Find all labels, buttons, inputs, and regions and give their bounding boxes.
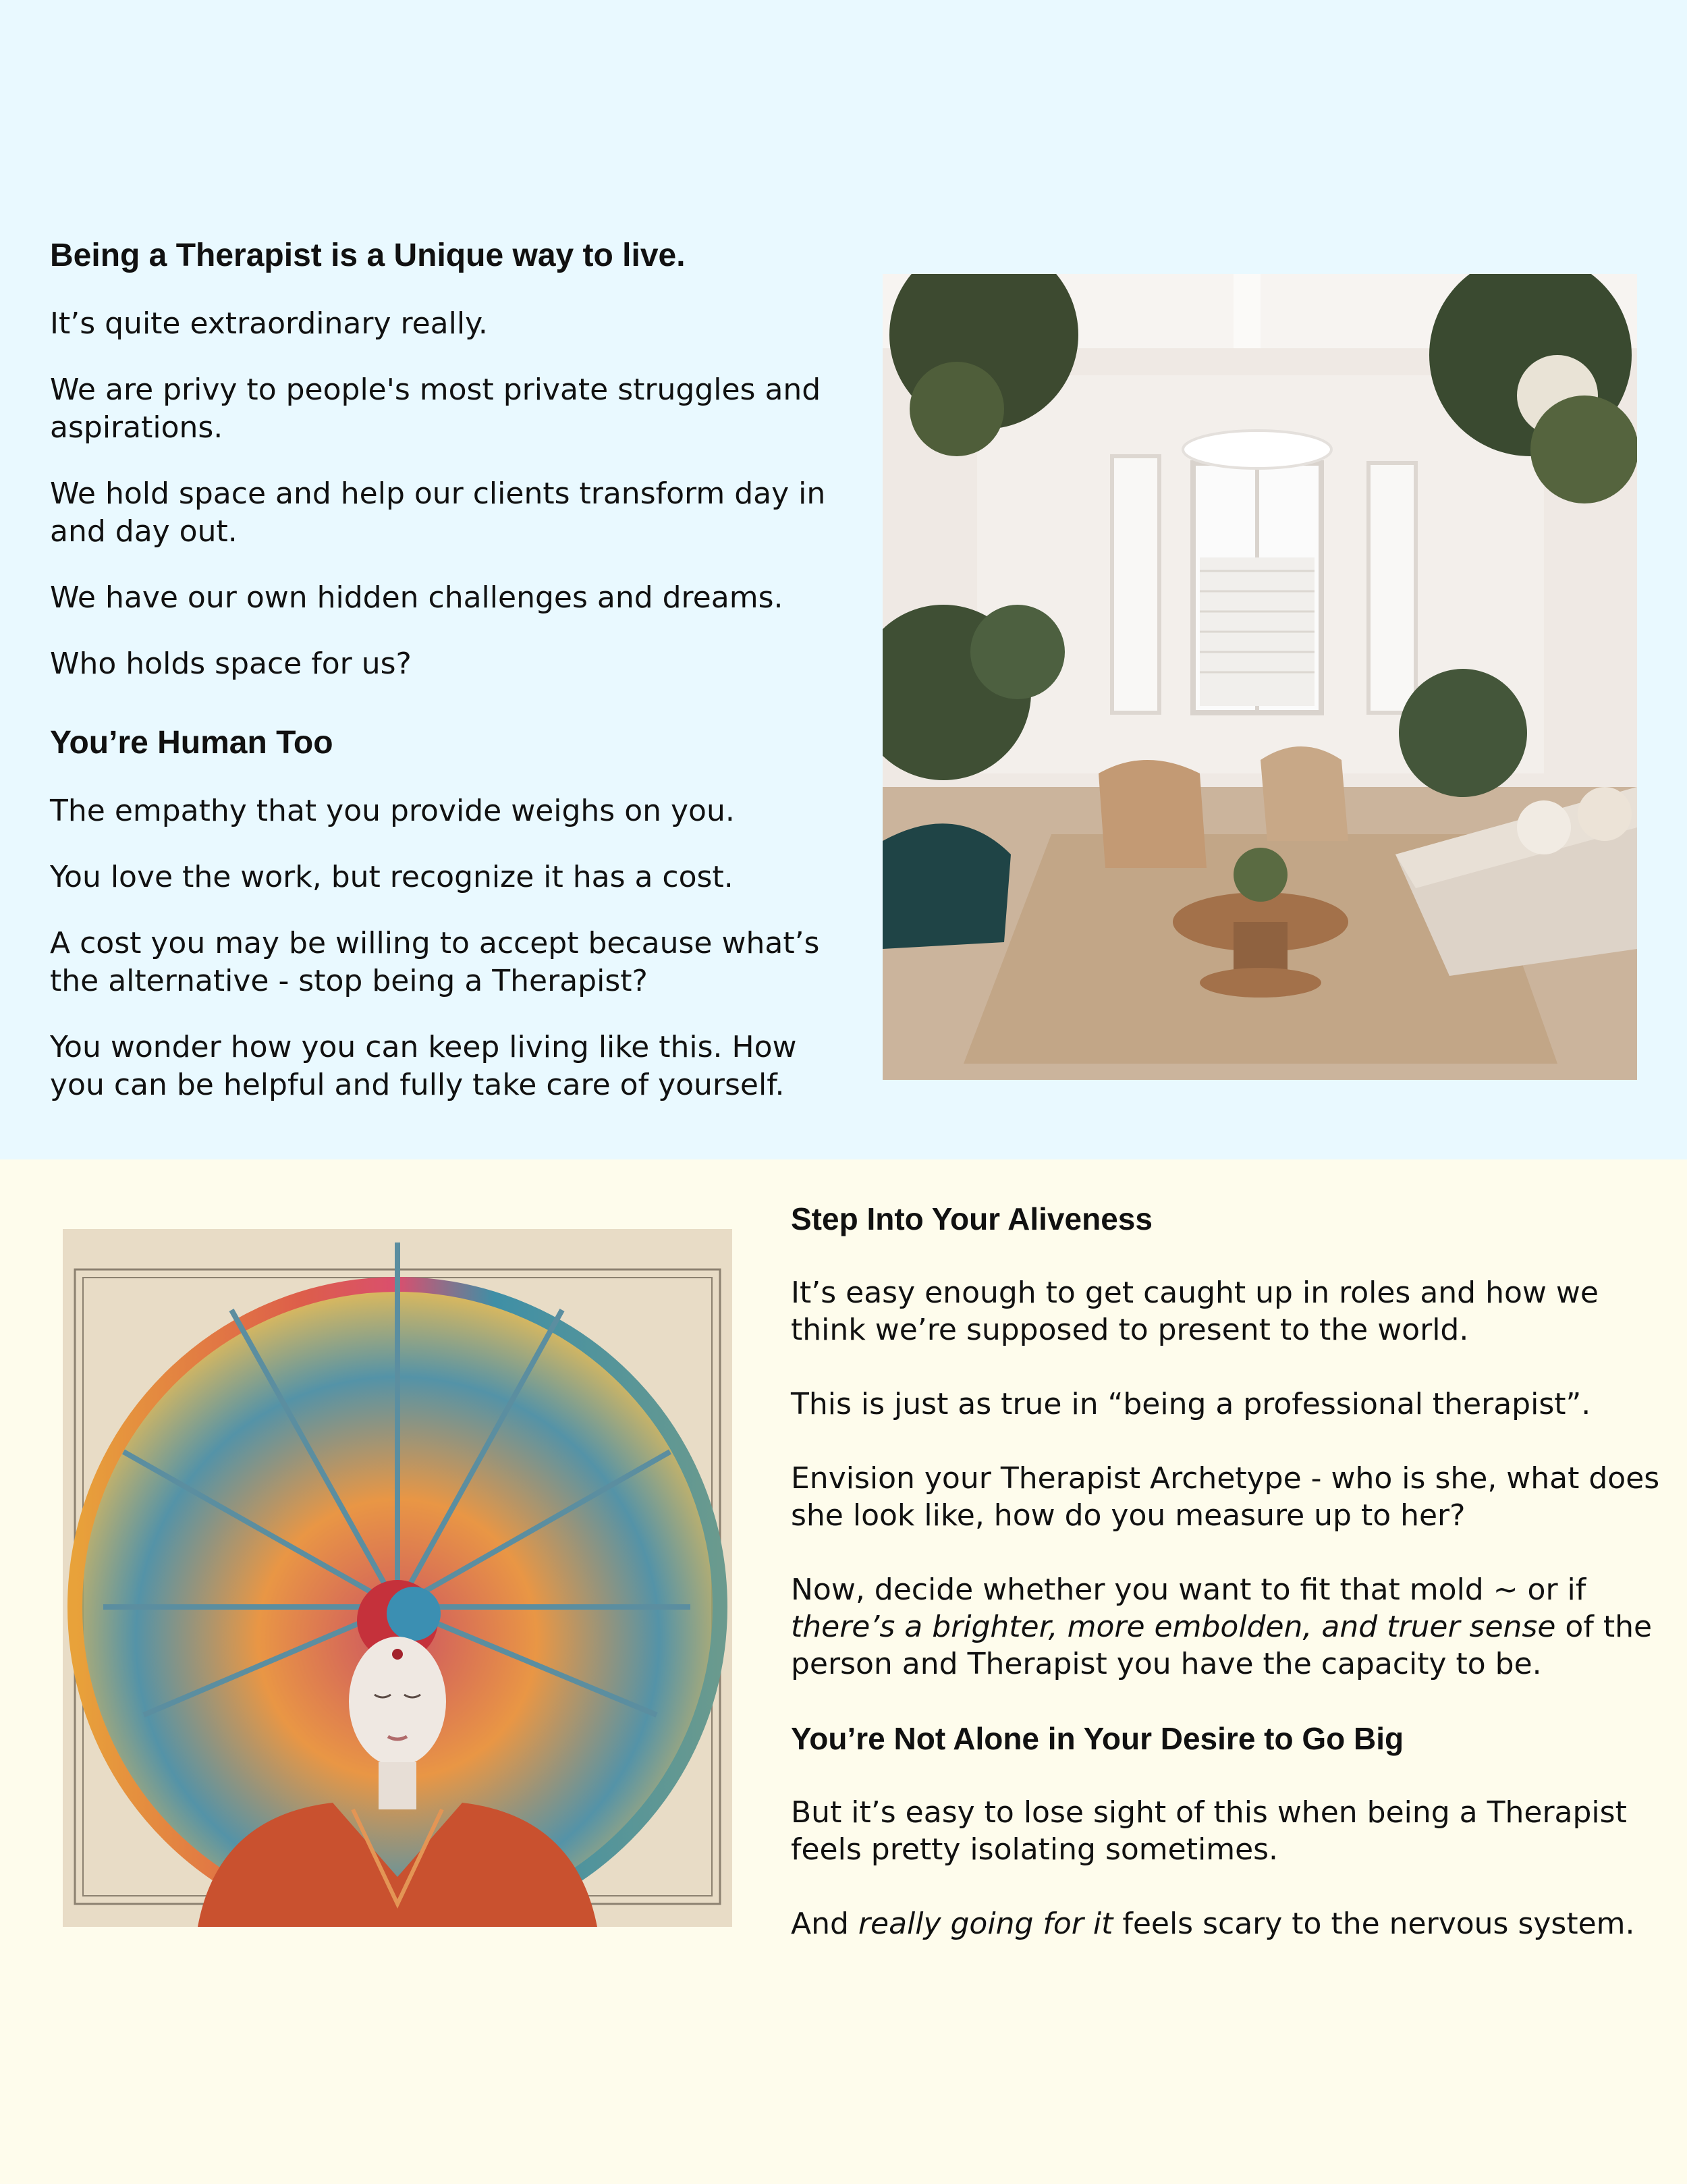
paragraph: It’s quite extraordinary really. <box>50 306 488 341</box>
paragraph-text: Now, decide whether you want to fit that mold ~ or if <box>791 1573 1586 1607</box>
paragraph-text: of the person and Therapist you have the capacity to be. <box>791 1610 1653 1681</box>
archetype-artwork <box>63 1229 732 1927</box>
paragraph: The empathy that you provide weighs on you. <box>50 794 735 828</box>
paragraph: This is just as true in “being a professional therapist”. <box>791 1387 1591 1421</box>
paragraph: We hold space and help our clients transform day in and day out. <box>50 476 826 549</box>
paragraph: Who holds space for us? <box>50 647 412 681</box>
paragraph: It’s easy enough to get caught up in roles and how we think we’re supposed to present to the world. <box>791 1276 1599 1347</box>
woman-mosaic-illustration <box>63 1229 732 1927</box>
therapy-room-photo <box>883 274 1637 1080</box>
heading-unique-way: Being a Therapist is a Unique way to live. <box>50 238 686 273</box>
bottom-text-column <box>791 1200 1661 1980</box>
paragraph: You wonder how you can keep living like this. How you can be helpful and fully take care of yourself. <box>50 1030 797 1102</box>
emphasis-text: really going for it <box>858 1907 1113 1941</box>
paragraph: A cost you may be willing to accept because what’s the alternative - stop being a Therapist? <box>50 926 820 998</box>
top-text-column <box>50 236 853 1132</box>
paragraph <box>791 1905 1661 1942</box>
paragraph: You love the work, but recognize it has a cost. <box>50 860 734 894</box>
paragraph-text: And <box>791 1907 858 1941</box>
heading-human-too: You’re Human Too <box>50 725 333 761</box>
therapy-room-illustration <box>883 274 1637 1080</box>
heading-aliveness: Step Into Your Aliveness <box>791 1201 1153 1236</box>
paragraph <box>791 1571 1661 1683</box>
emphasis-text: there’s a brighter, more embolden, and truer sense <box>791 1610 1556 1644</box>
paragraph: Envision your Therapist Archetype - who is she, what does she look like, how do you measure up to her? <box>791 1461 1660 1533</box>
heading-not-alone: You’re Not Alone in Your Desire to Go Big <box>791 1721 1404 1756</box>
bottom-section <box>0 1159 1687 2184</box>
paragraph: We are privy to people's most private struggles and aspirations. <box>50 373 821 445</box>
paragraph-text: feels scary to the nervous system. <box>1113 1907 1635 1941</box>
paragraph: We have our own hidden challenges and dreams. <box>50 580 783 615</box>
paragraph: But it’s easy to lose sight of this when being a Therapist feels pretty isolating sometimes. <box>791 1795 1627 1867</box>
